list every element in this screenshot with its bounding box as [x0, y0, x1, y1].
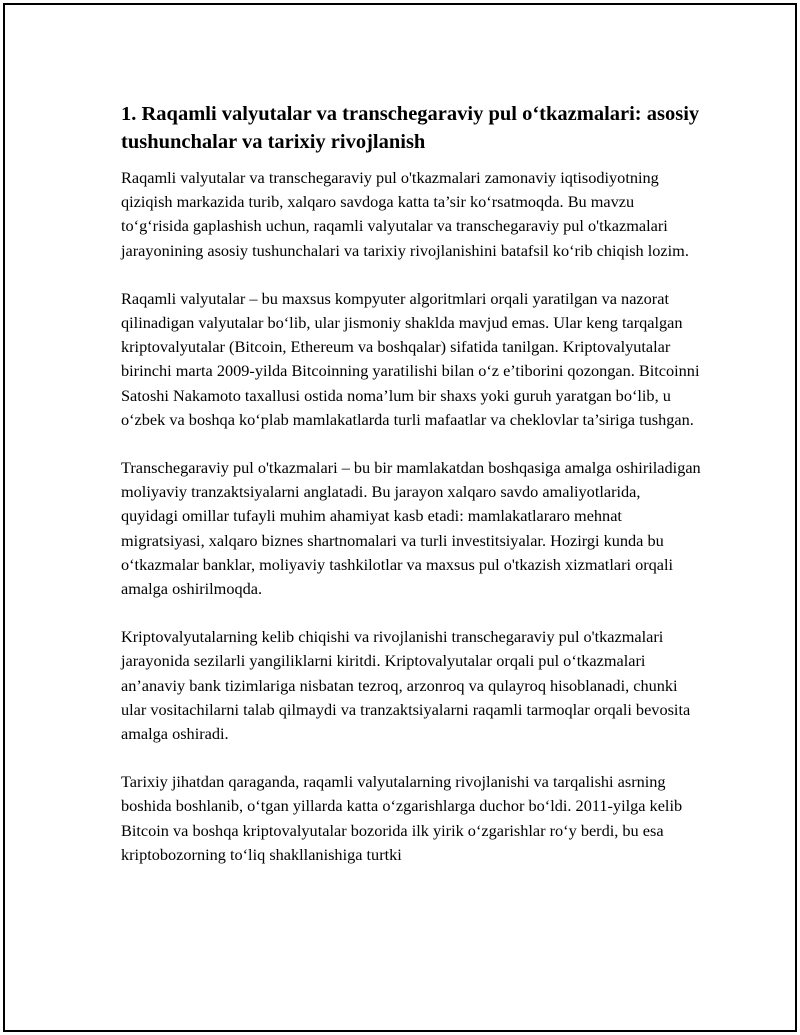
paragraph-digital-currencies: Raqamli valyutalar – bu maxsus kompyuter algoritmlari orqali yaratilgan va nazorat qilinadigan valyutalar bo‘lib, ular jismoniy shaklda mavjud emas. Ular keng tarqalgan kriptovalyutalar (Bitcoin, Ethereum va boshqalar) sifatida tanilgan. Kriptovalyutalar birinchi marta 2009-yilda Bitcoinning yaratilishi bilan o‘z e’tiborini qozongan. Bitcoinni Satoshi Nakamoto taxallusi ostida noma’lum bir shaxs yoki guruh yaratgan bo‘lib, u o‘zbek va boshqa ko‘plab mamlakatlarda turli mafaatlar va cheklovlar ta’siriga tushgan. [121, 288, 700, 429]
paragraph-intro: Raqamli valyutalar va transchegaraviy pul o'tkazmalari zamonaviy iqtisodiyotning qiziqish markazida turib, xalqaro savdoga katta ta’sir ko‘rsatmoqda. Bu mavzu to‘g‘risida gaplashish uchun, raqamli valyutalar va transchegaraviy pul o'tkazmalari jarayonining asosiy tushunchalari va tarixiy rivojlanishini batafsil ko‘rib chiqish lozim. [121, 168, 689, 260]
section-heading: 1. Raqamli valyutalar va transchegaraviy pul o‘tkazmalari: asosiy tushunchalar va tarixiy rivojlanish [121, 103, 700, 153]
page-frame [3, 3, 797, 1032]
paragraph-history: Tarixiy jihatdan qaraganda, raqamli valyutalarning rivojlanishi va tarqalishi asrning boshida boshlanib, o‘tgan yillarda katta o‘zgarishlarga duchor bo‘ldi. 2011-yilga kelib Bitcoin va boshqa kriptovalyutalar bozorida ilk yirik o‘zgarishlar ro‘y berdi, bu esa kriptobozorning to‘liq shakllanishiga turtki [121, 772, 683, 864]
paragraph-crypto-transfers: Kriptovalyutalarning kelib chiqishi va rivojlanishi transchegaraviy pul o'tkazmalari jarayonida sezilarli yangiliklarni kiritdi. Kriptovalyutalar orqali pul o‘tkazmalari an’anaviy bank tizimlariga nisbatan tezroq, arzonroq va qulayroq hisoblanadi, chunki ular vositachilarni talab qilmaydi va tranzaktsiyalarni raqamli tarmoqlar orqali bevosita amalga oshiradi. [121, 627, 691, 744]
paragraph-cross-border-transfers: Transchegaraviy pul o'tkazmalari – bu bir mamlakatdan boshqasiga amalga oshiriladigan moliyaviy tranzaktsiyalarni anglatadi. Bu jarayon xalqaro savdo amaliyotlarida, quyidagi omillar tufayli muhim ahamiyat kasb etadi: mamlakatlararo mehnat migratsiyasi, xalqaro biznes shartnomalari va turli investitsiyalar. Hozirgi kunda bu o‘tkazmalar banklar, moliyaviy tashkilotlar va maxsus pul o'tkazish xizmatlari orqali amalga oshirilmoqda. [121, 458, 701, 599]
document-body [121, 100, 701, 891]
